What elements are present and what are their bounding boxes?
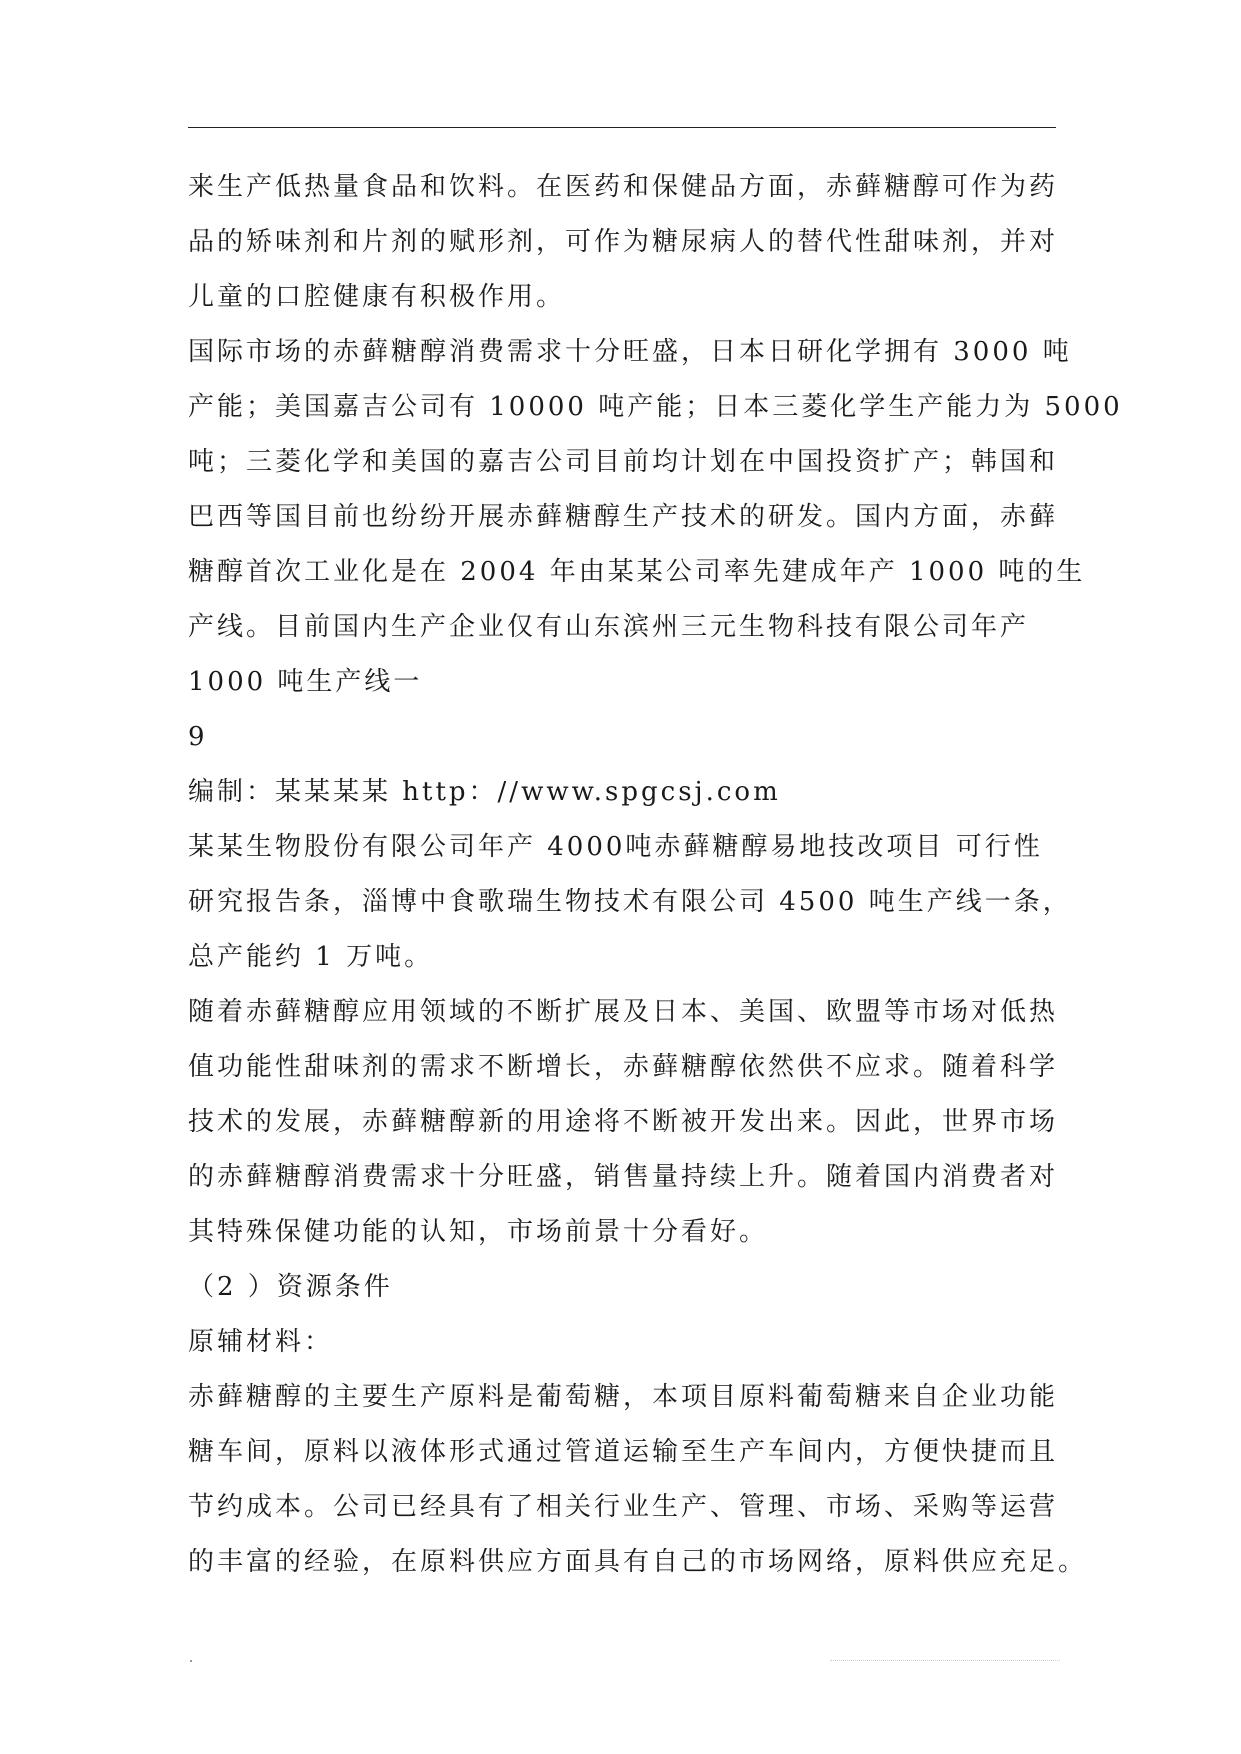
text-line: 的丰富的经验，在原料供应方面具有自己的市场网络，原料供应充足。 [188,1547,1088,1577]
page-number: 9 [188,722,208,752]
compiler-line: 编制：某某某某 http：//www.spgcsj.com [188,777,781,807]
text-line: 技术的发展，赤藓糖醇新的用途将不断被开发出来。因此，世界市场 [188,1107,1059,1137]
text-line: 1000 吨生产线一 [188,667,423,697]
text-line: 吨；三菱化学和美国的嘉吉公司目前均计划在中国投资扩产；韩国和 [188,447,1059,477]
text-line: 来生产低热量食品和饮料。在医药和保健品方面，赤藓糖醇可作为药 [188,172,1059,202]
footer-rule [830,1660,1060,1661]
text-line: 节约成本。公司已经具有了相关行业生产、管理、市场、采购等运营 [188,1492,1059,1522]
section-heading: （2 ）资源条件 [188,1272,393,1302]
text-line: 产线。目前国内生产企业仅有山东滨州三元生物科技有限公司年产 [188,612,1030,642]
text-line: 研究报告条，淄博中食歌瑞生物技术有限公司 4500 吨生产线一条， [188,887,1072,917]
text-line: 某某生物股份有限公司年产 4000吨赤藓糖醇易地技改项目 可行性 [188,832,1043,862]
text-line: 品的矫味剂和片剂的赋形剂，可作为糖尿病人的替代性甜味剂，并对 [188,227,1059,257]
text-line: 赤藓糖醇的主要生产原料是葡萄糖，本项目原料葡萄糖来自企业功能 [188,1382,1059,1412]
text-line: 的赤藓糖醇消费需求十分旺盛，销售量持续上升。随着国内消费者对 [188,1162,1059,1192]
header-rule [188,127,1056,128]
text-line: 巴西等国目前也纷纷开展赤藓糖醇生产技术的研发。国内方面，赤藓 [188,502,1059,532]
subsection-label: 原辅材料： [188,1327,334,1357]
text-line: 产能；美国嘉吉公司有 10000 吨产能；日本三菱化学生产能力为 5000 [188,392,1123,422]
text-line: 值功能性甜味剂的需求不断增长，赤藓糖醇依然供不应求。随着科学 [188,1052,1059,1082]
text-line: 糖车间，原料以液体形式通过管道运输至生产车间内，方便快捷而且 [188,1437,1059,1467]
text-line: 儿童的口腔健康有积极作用。 [188,282,566,312]
document-body [188,160,1123,1590]
text-line: 国际市场的赤藓糖醇消费需求十分旺盛，日本日研化学拥有 3000 吨 [188,337,1072,367]
text-line: 总产能约 1 万吨。 [188,942,434,972]
text-line: 随着赤藓糖醇应用领域的不断扩展及日本、美国、欧盟等市场对低热 [188,997,1059,1027]
text-line: 糖醇首次工业化是在 2004 年由某某公司率先建成年产 1000 吨的生 [188,557,1086,587]
text-line: 其特殊保健功能的认知，市场前景十分看好。 [188,1217,769,1247]
footer-mark [190,1660,192,1662]
